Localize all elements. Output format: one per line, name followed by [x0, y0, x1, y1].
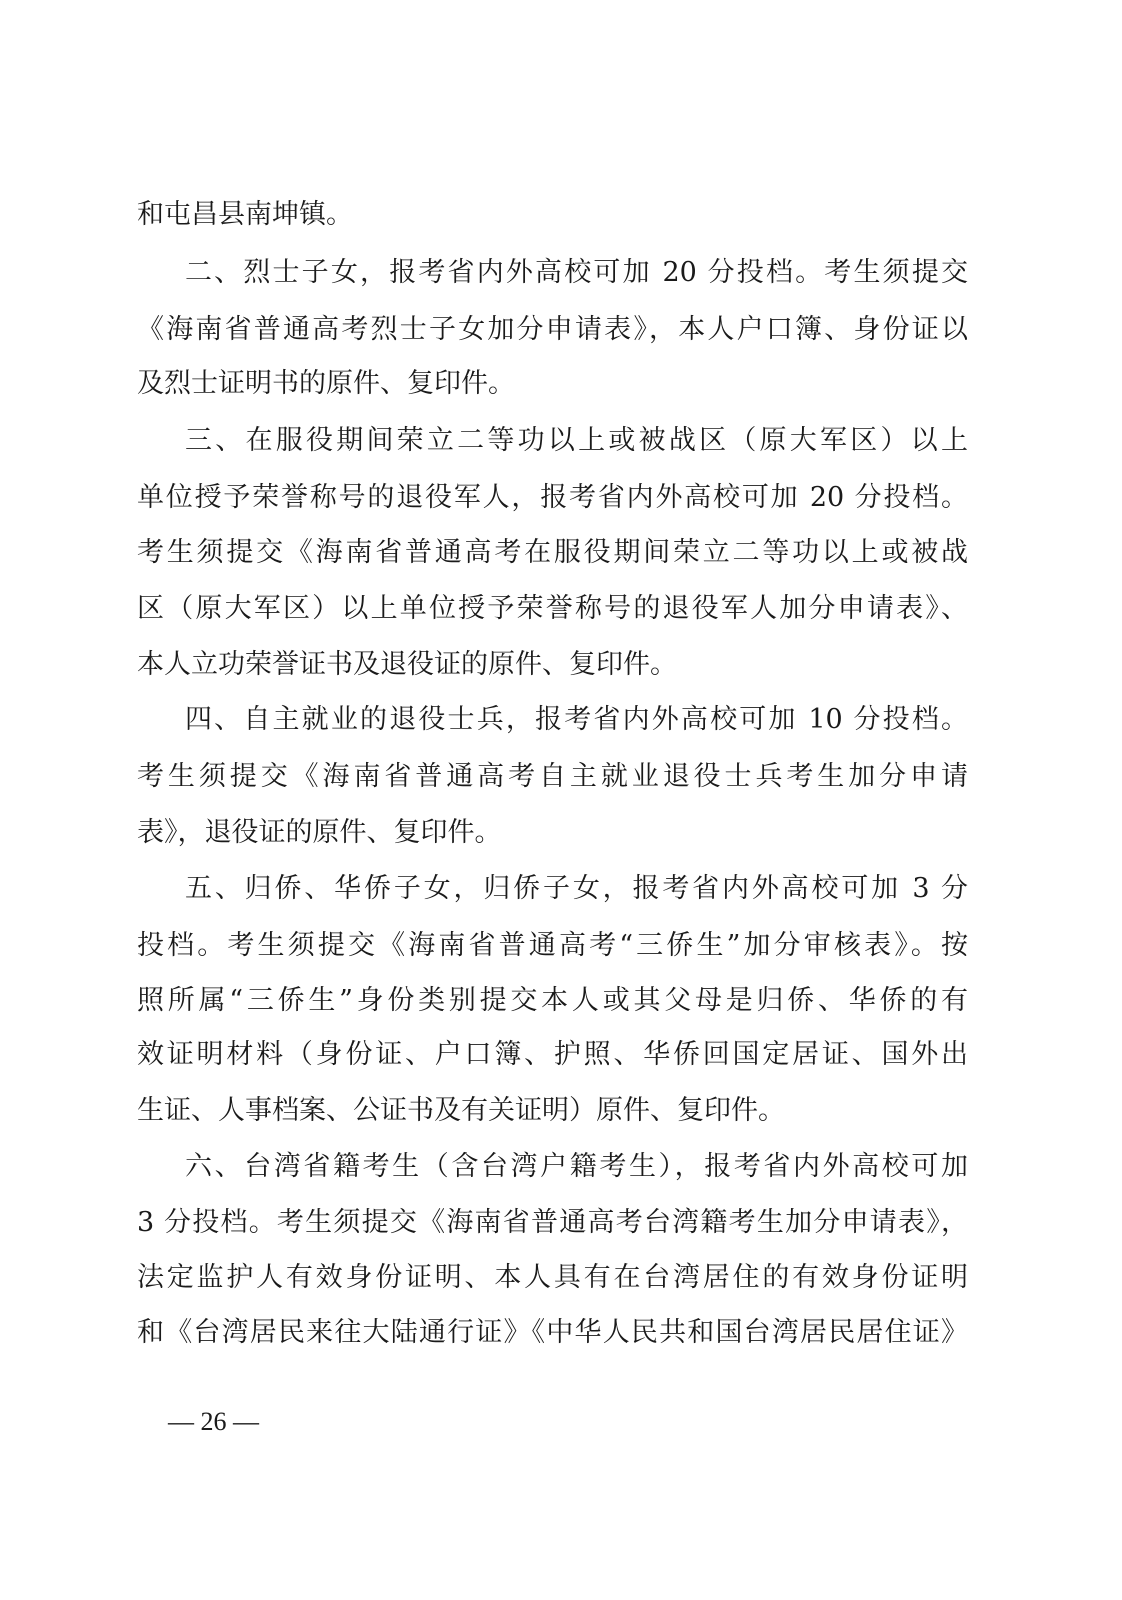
text-line: 三、在服役期间荣立二等功以上或被战区（原大军区）以上: [185, 425, 968, 456]
text-line: 效证明材料（身份证、户口簿、护照、华侨回国定居证、国外出: [137, 1039, 968, 1070]
text-line: 本人立功荣誉证书及退役证的原件、复印件。: [137, 649, 677, 680]
text-line: 五、归侨、华侨子女，归侨子女，报考省内外高校可加 3 分: [185, 873, 968, 904]
text-line: 表》，退役证的原件、复印件。: [137, 817, 502, 848]
text-line: 生证、人事档案、公证书及有关证明）原件、复印件。: [137, 1095, 785, 1126]
text-line: 及烈士证明书的原件、复印件。: [137, 368, 515, 399]
text-line: 六、台湾省籍考生（含台湾户籍考生），报考省内外高校可加: [185, 1151, 968, 1182]
text-line: 二、烈士子女，报考省内外高校可加 20 分投档。考生须提交: [185, 257, 968, 288]
text-line: 法定监护人有效身份证明、本人具有在台湾居住的有效身份证明: [137, 1262, 968, 1293]
text-line: 和屯昌县南坤镇。: [137, 199, 353, 230]
text-line: 考生须提交《海南省普通高考自主就业退役士兵考生加分申请: [137, 761, 968, 792]
text-line: 区（原大军区）以上单位授予荣誉称号的退役军人加分申请表》、: [137, 593, 968, 624]
text-line: 投档。考生须提交《海南省普通高考“三侨生”加分审核表》。按: [137, 930, 968, 961]
page-number: — 26 —: [168, 1407, 259, 1436]
text-line: 四、自主就业的退役士兵，报考省内外高校可加 10 分投档。: [185, 704, 968, 735]
text-line: 单位授予荣誉称号的退役军人，报考省内外高校可加 20 分投档。: [137, 482, 968, 513]
text-line: 和《台湾居民来往大陆通行证》《中华人民共和国台湾居民居住证》: [137, 1317, 968, 1348]
text-line: 照所属“三侨生”身份类别提交本人或其父母是归侨、华侨的有: [137, 985, 968, 1016]
text-line: 考生须提交《海南省普通高考在服役期间荣立二等功以上或被战: [137, 537, 968, 568]
text-line: 3 分投档。考生须提交《海南省普通高考台湾籍考生加分申请表》，: [137, 1207, 968, 1238]
text-line: 《海南省普通高考烈士子女加分申请表》，本人户口簿、身份证以: [137, 314, 968, 345]
